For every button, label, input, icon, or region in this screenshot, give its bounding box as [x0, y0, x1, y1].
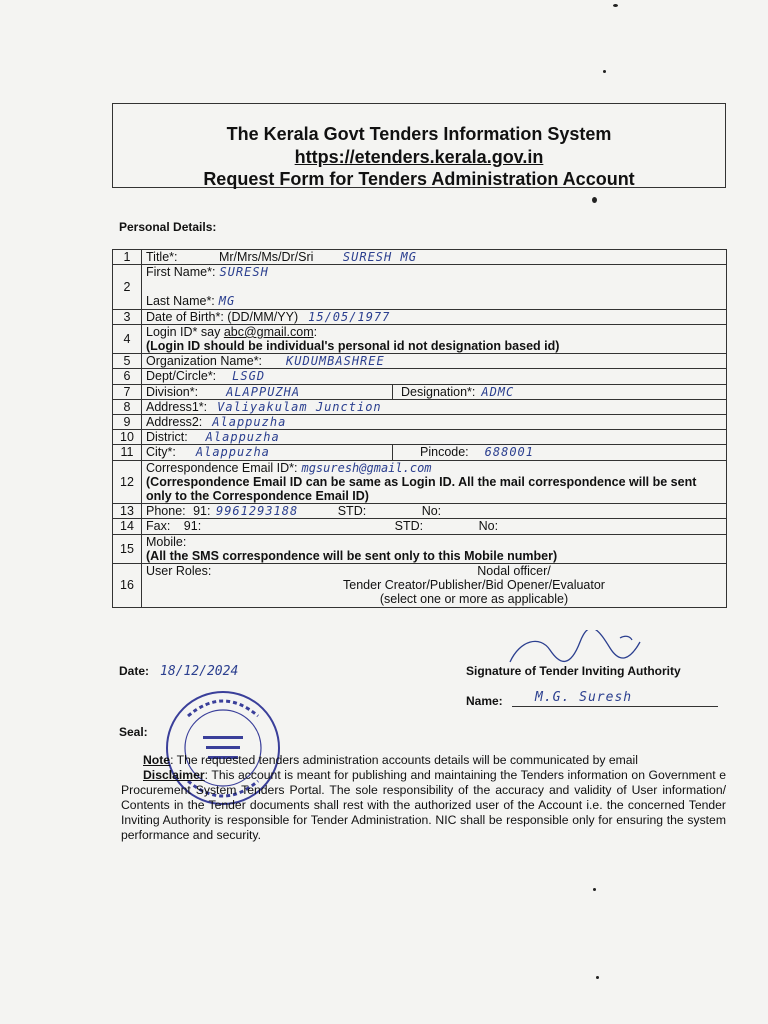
disclaimer-text: : This account is meant for publishing and maintaining the Tenders information on Government e Procurement System Tenders Portal. The sole responsibility of the accuracy and validity of User information/ Contents in the Tender documents shall rest with the authorized user of the Account i.e. the concerned Tender Inviting Authority is responsible for Tender Administration. NIC shall be responsible only for ensuring the system performance and security. — [121, 768, 726, 842]
row-number: 15 — [113, 534, 142, 563]
date-value[interactable]: 18/12/2024 — [160, 664, 239, 679]
row-number: 13 — [113, 504, 142, 519]
fax-no-label: No: — [478, 519, 499, 534]
user-roles-line2: Tender Creator/Publisher/Bid Opener/Evaluator — [343, 578, 605, 593]
email-label: Correspondence Email ID*: — [146, 460, 298, 475]
email-value[interactable]: mgsuresh@gmail.com — [301, 460, 432, 475]
row-number: 9 — [113, 415, 142, 430]
signature-label: Signature of Tender Inviting Authority — [466, 664, 681, 678]
title-label: Title*: — [146, 250, 178, 264]
row-login-id — [113, 324, 727, 353]
row-number: 8 — [113, 399, 142, 414]
pincode-label: Pincode: — [420, 445, 469, 460]
phone-value[interactable]: 9961293188 — [215, 504, 299, 519]
designation-label: Designation*: — [401, 384, 476, 399]
designation-value[interactable]: ADMC — [481, 384, 515, 399]
row-mobile — [113, 534, 727, 563]
row-dept — [113, 369, 727, 384]
row-organization — [113, 354, 727, 369]
row-number: 3 — [113, 309, 142, 324]
row-city — [113, 445, 727, 460]
phone-code: 91: — [193, 504, 211, 519]
district-value[interactable]: Alappuzha — [205, 430, 280, 445]
ink-speck — [603, 70, 606, 73]
organization-label: Organization Name*: — [146, 354, 263, 369]
login-note: (Login ID should be individual's personal id not designation based id) — [146, 339, 560, 354]
row-number: 10 — [113, 430, 142, 445]
row-fax — [113, 519, 727, 534]
email-note: (Correspondence Email ID can be same as Login ID. All the mail correspondence will be sent only to the Correspondence Email ID) — [146, 474, 697, 504]
phone-label: Phone: — [146, 504, 186, 519]
ink-speck — [596, 976, 599, 979]
address1-label: Address1*: — [146, 399, 208, 414]
login-label: Login ID* say — [146, 324, 224, 339]
note-label: Note — [143, 753, 171, 767]
personal-details-table — [112, 249, 727, 608]
form-header — [112, 103, 726, 188]
fax-label: Fax: — [146, 519, 171, 534]
ink-speck — [613, 4, 618, 7]
address1-value[interactable]: Valiyakulam Junction — [217, 399, 382, 414]
fax-std-label: STD: — [394, 519, 424, 534]
row-title — [113, 250, 727, 265]
row-number: 4 — [113, 324, 142, 353]
row-number: 1 — [113, 250, 142, 265]
ink-speck — [593, 888, 596, 891]
row-correspondence-email — [113, 460, 727, 504]
date-label: Date: — [119, 664, 150, 678]
fax-code: 91: — [183, 519, 202, 534]
row-division — [113, 384, 727, 399]
row-user-roles — [113, 564, 727, 608]
dept-value[interactable]: LSGD — [232, 369, 266, 384]
row-number: 7 — [113, 384, 142, 399]
first-name-value[interactable]: SURESH — [219, 265, 269, 280]
phone-no-label: No: — [421, 504, 442, 519]
organization-value[interactable]: KUDUMBASHREE — [286, 354, 385, 369]
row-phone — [113, 504, 727, 519]
division-value[interactable]: ALAPPUZHA — [226, 384, 301, 399]
row-number: 16 — [113, 564, 142, 608]
last-name-value[interactable]: MG — [218, 294, 236, 309]
city-label: City*: — [146, 445, 176, 460]
name-value[interactable]: M.G. Suresh — [535, 690, 633, 705]
login-example: abc@gmail.com — [223, 324, 314, 339]
user-roles-line3: (select one or more as applicable) — [379, 592, 569, 607]
header-form-title: Request Form for Tenders Administration Account — [203, 169, 635, 189]
row-address2 — [113, 415, 727, 430]
notes-section — [121, 753, 726, 843]
title-value[interactable]: SURESH MG — [342, 250, 417, 264]
title-options: Mr/Mrs/Ms/Dr/Sri — [218, 250, 314, 264]
row-number: 2 — [113, 265, 142, 309]
pincode-value[interactable]: 688001 — [484, 445, 535, 460]
row-address1 — [113, 399, 727, 414]
row-number: 12 — [113, 460, 142, 504]
row-dob — [113, 309, 727, 324]
name-underline — [512, 706, 718, 707]
disclaimer-label: Disclaimer — [143, 768, 205, 782]
dob-label: Date of Birth*: (DD/MM/YY) — [146, 309, 299, 324]
row-district — [113, 430, 727, 445]
dob-value[interactable]: 15/05/1977 — [308, 309, 391, 324]
note-text: : The requested tenders administration accounts details will be communicated by email — [170, 753, 638, 767]
header-title: The Kerala Govt Tenders Information System — [226, 124, 612, 144]
row-number: 14 — [113, 519, 142, 534]
mobile-note: (All the SMS correspondence will be sent only to this Mobile number) — [146, 548, 558, 563]
first-name-label: First Name*: — [146, 265, 216, 280]
address2-label: Address2: — [146, 415, 203, 430]
dept-label: Dept/Circle*: — [146, 369, 217, 384]
division-label: Division*: — [146, 384, 199, 399]
mobile-label: Mobile: — [146, 534, 187, 549]
row-number: 11 — [113, 445, 142, 460]
user-roles-line1: Nodal officer/ — [477, 564, 551, 579]
district-label: District: — [146, 430, 188, 445]
login-colon: : — [313, 324, 318, 339]
city-value[interactable]: Alappuzha — [195, 445, 270, 460]
row-name — [113, 265, 727, 309]
last-name-label: Last Name*: — [146, 294, 215, 309]
row-number: 5 — [113, 354, 142, 369]
user-roles-label: User Roles: — [146, 564, 212, 579]
ink-speck — [592, 197, 597, 203]
row-number: 6 — [113, 369, 142, 384]
seal-label: Seal: — [119, 725, 148, 739]
name-label: Name: — [466, 694, 503, 708]
section-title: Personal Details: — [119, 220, 217, 234]
phone-std-label: STD: — [337, 504, 367, 519]
header-url[interactable]: https://etenders.kerala.gov.in — [294, 147, 544, 167]
address2-value[interactable]: Alappuzha — [212, 415, 287, 430]
